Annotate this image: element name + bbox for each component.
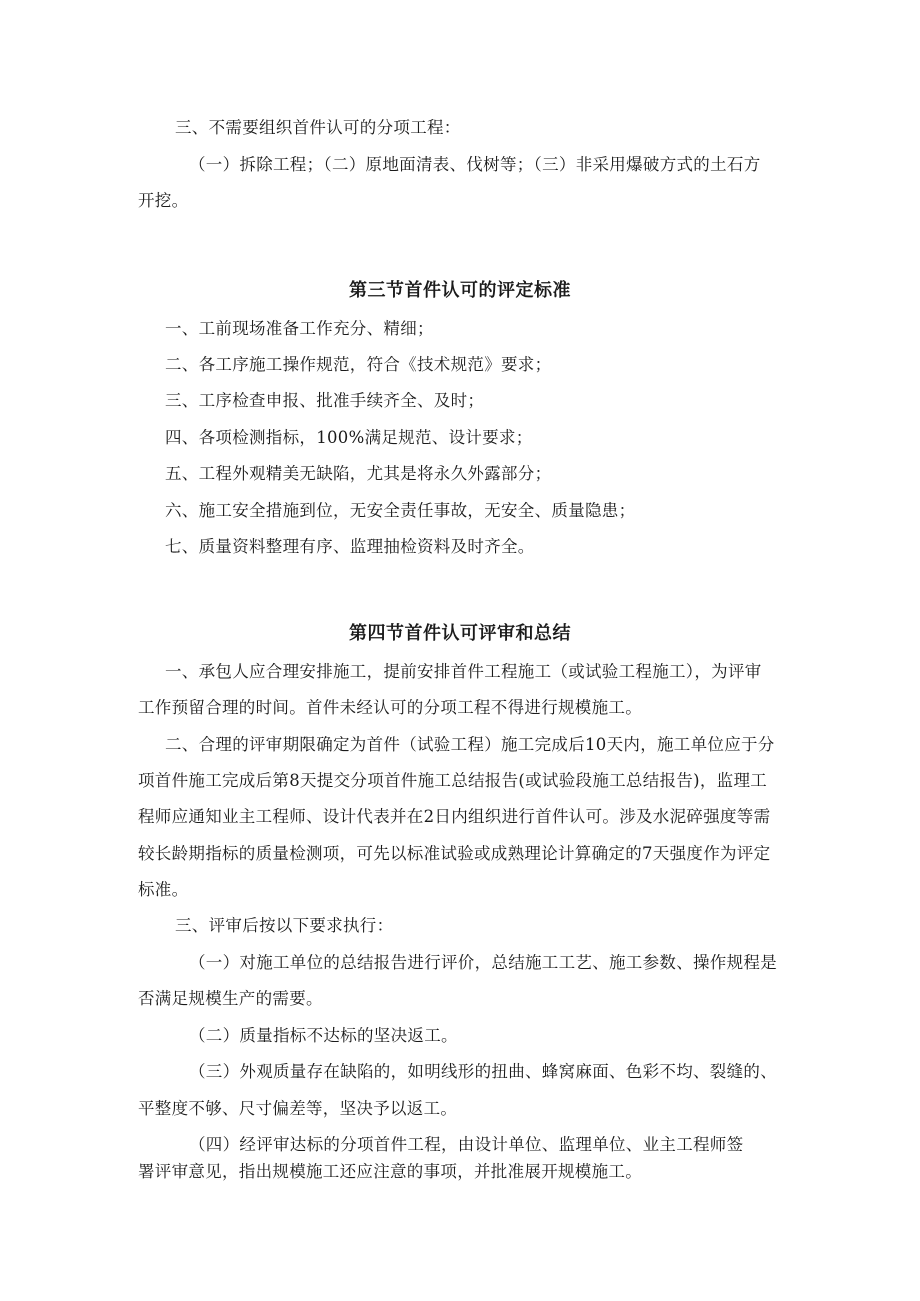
standard-item-6: 六、施工安全措施到位，无安全责任事故，无安全、质量隐患； <box>165 501 636 520</box>
review-sub2-line1: （二）质量指标不达标的坚决返工。 <box>189 1026 458 1045</box>
standard-item-3: 三、工序检查申报、批准手续齐全、及时； <box>165 391 485 410</box>
review-p1-line1: 一、承包人应合理安排施工，提前安排首件工程施工（或试验工程施工），为评审 <box>165 662 762 681</box>
review-p1-line2: 工作预留合理的时间。首件未经认可的分项工程不得进行规模施工。 <box>138 698 642 717</box>
review-p2-line4: 较长龄期指标的质量检测项，可先以标准试验或成熟理论计算确定的7天强度作为评定 <box>138 844 771 863</box>
section-title-standard: 第三节首件认可的评定标准 <box>349 280 571 301</box>
review-sub4-line1: （四）经评审达标的分项首件工程，由设计单位、监理单位、业主工程师签 <box>189 1135 744 1154</box>
standard-item-1: 一、工前现场准备工作充分、精细； <box>165 319 434 338</box>
review-p3-heading: 三、评审后按以下要求执行： <box>175 916 394 935</box>
standard-item-5: 五、工程外观精美无缺陷，尤其是将永久外露部分； <box>165 464 552 483</box>
standard-item-7: 七、质量资料整理有序、监理抽检资料及时齐全。 <box>165 537 535 556</box>
standard-item-4: 四、各项检测指标，100%满足规范、设计要求； <box>165 428 533 447</box>
section-title-review: 第四节首件认可评审和总结 <box>349 623 571 644</box>
review-sub4-line2: 署评审意见，指出规模施工还应注意的事项，并批准展开规模施工。 <box>138 1162 642 1181</box>
review-p2-line1: 二、合理的评审期限确定为首件（试验工程）施工完成后10天内，施工单位应于分 <box>165 735 775 754</box>
review-p2-line5: 标准。 <box>138 880 189 899</box>
review-sub1-line1: （一）对施工单位的总结报告进行评价，总结施工工艺、施工参数、操作规程是 <box>189 953 777 972</box>
item3-heading: 三、不需要组织首件认可的分项工程： <box>175 118 461 137</box>
review-sub3-line1: （三）外观质量存在缺陷的，如明线形的扭曲、蜂窝麻面、色彩不均、裂缝的、 <box>189 1062 777 1081</box>
review-sub3-line2: 平整度不够、尺寸偏差等，坚决予以返工。 <box>138 1099 458 1118</box>
review-sub1-line2: 否满足规模生产的需要。 <box>138 989 323 1008</box>
standard-item-2: 二、各工序施工操作规范，符合《技术规范》要求； <box>165 355 552 374</box>
item3-text-line2: 开挖。 <box>138 191 189 210</box>
review-p2-line2: 项首件施工完成后第8天提交分项首件施工总结报告(或试验段施工总结报告)，监理工 <box>138 771 768 790</box>
item3-text-line1: （一）拆除工程；（二）原地面清表、伐树等；（三）非采用爆破方式的土石方 <box>189 155 761 174</box>
review-p2-line3: 程师应通知业主工程师、设计代表并在2日内组织进行首件认可。涉及水泥碎强度等需 <box>138 807 771 826</box>
